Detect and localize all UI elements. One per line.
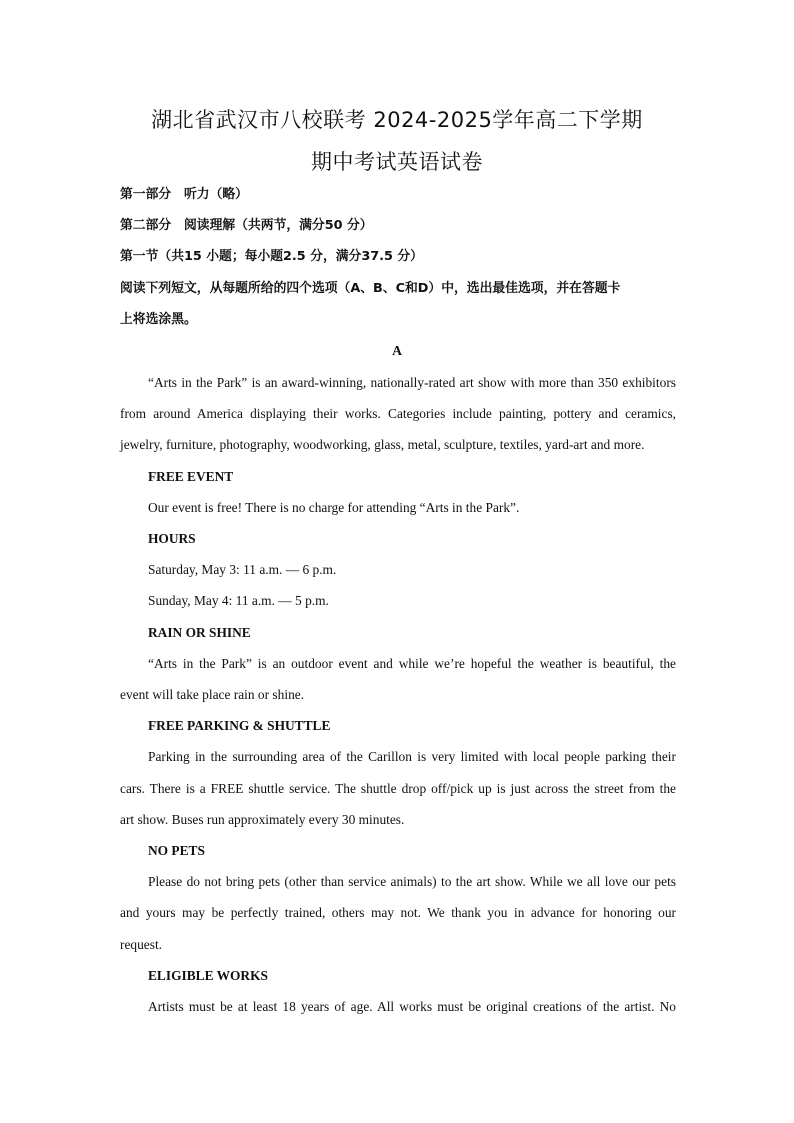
pets-text-line: request. xyxy=(120,937,163,952)
hours-heading: HOURS xyxy=(148,531,196,546)
rain-text-line: “Arts in the Park” is an outdoor event and while we’re hopeful the weather is beautiful, the xyxy=(148,656,676,671)
eligible-heading: ELIGIBLE WORKS xyxy=(148,968,268,983)
intro-line: “Arts in the Park” is an award-winning, nationally-rated art show with more than 350 exhibitors xyxy=(148,375,676,390)
free-event-text: Our event is free! There is no charge for attending “Arts in the Park”. xyxy=(148,500,520,515)
eligible-text-line: Artists must be at least 18 years of age. All works must be original creations of the artist. No xyxy=(148,999,676,1014)
rain-heading: RAIN OR SHINE xyxy=(148,625,251,640)
intro-line: from around America displaying their works. Categories include painting, pottery and ceramics, xyxy=(120,406,676,421)
free-event-heading: FREE EVENT xyxy=(148,469,234,484)
intro-line: jewelry, furniture, photography, woodworking, glass, metal, sculpture, textiles, yard-art and more. xyxy=(120,437,645,452)
pets-heading: NO PETS xyxy=(148,843,205,858)
instruction-line1: 阅读下列短文，从每题所给的四个选项（A、B、C和D）中，选出最佳选项，并在答题卡 xyxy=(120,281,621,296)
part2-heading: 第二部分 阅读理解（共两节，满分50 分） xyxy=(120,218,373,233)
pets-text-line: and yours may be perfectly trained, others may not. We thank you in advance for honoring our xyxy=(120,905,676,920)
parking-text-line: cars. There is a FREE shuttle service. The shuttle drop off/pick up is just across the street from the xyxy=(120,781,676,796)
exam-title-line2: 期中考试英语试卷 xyxy=(311,150,483,174)
hours-saturday: Saturday, May 3: 11 a.m. — 6 p.m. xyxy=(148,562,337,577)
passage-label: A xyxy=(392,343,402,358)
parking-text-line: art show. Buses run approximately every 30 minutes. xyxy=(120,812,405,827)
pets-text-line: Please do not bring pets (other than service animals) to the art show. While we all love our pets xyxy=(148,874,676,889)
part1-heading: 第一部分 听力（略） xyxy=(120,187,248,202)
exam-title-line1: 湖北省武汉市八校联考 2024-2025学年高二下学期 xyxy=(151,108,643,132)
section1-heading: 第一节（共15 小题；每小题2.5 分，满分37.5 分） xyxy=(120,249,423,264)
rain-text-line: event will take place rain or shine. xyxy=(120,687,305,702)
parking-heading: FREE PARKING & SHUTTLE xyxy=(148,718,331,733)
parking-text-line: Parking in the surrounding area of the Carillon is very limited with local people parking their xyxy=(148,749,676,764)
instruction-line2: 上将选涂黑。 xyxy=(120,312,197,327)
hours-sunday: Sunday, May 4: 11 a.m. — 5 p.m. xyxy=(148,593,329,608)
